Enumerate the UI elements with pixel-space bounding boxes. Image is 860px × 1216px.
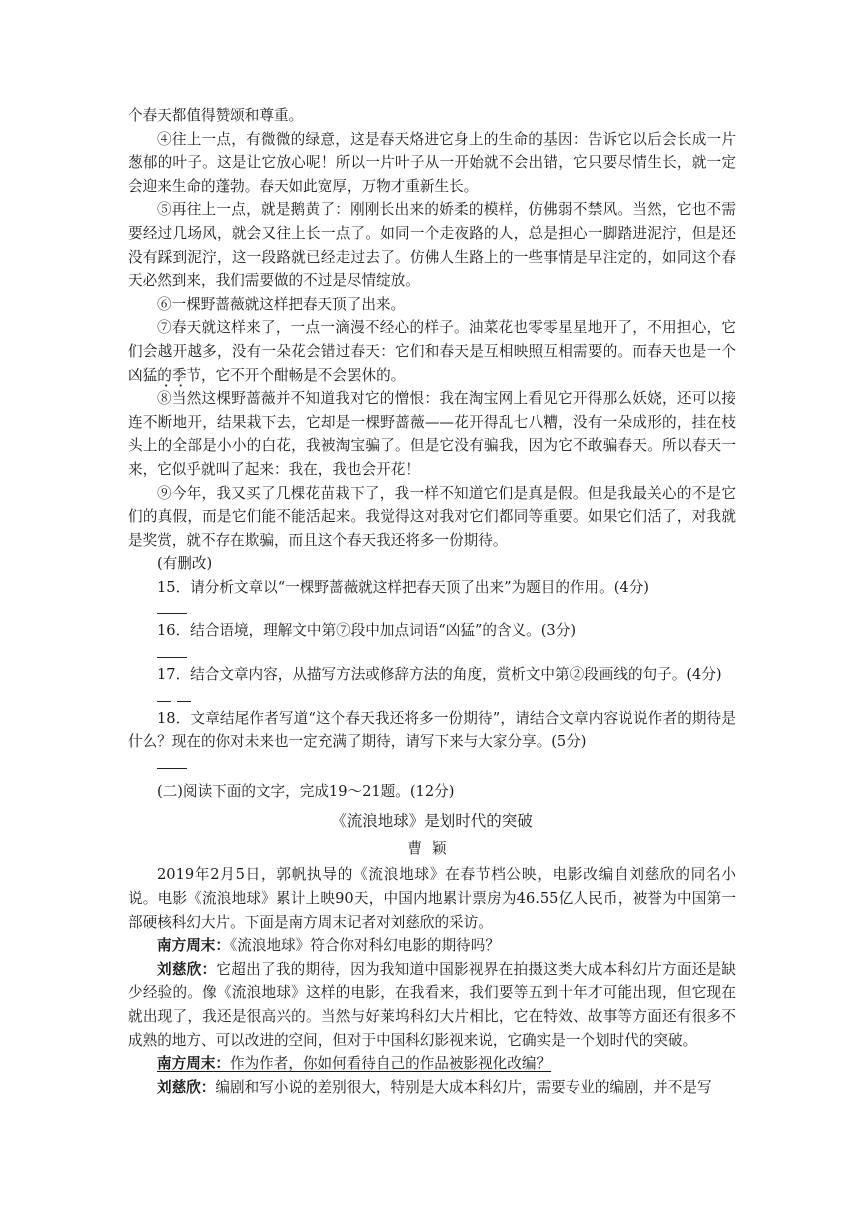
interview-question-1: 南方周末：《流浪地球》符合你对科幻电影的期待吗？ [157,937,500,955]
answer-line-18[interactable] [157,754,736,774]
speaker-label: 刘慈欣： [157,1078,216,1096]
answer-line-17[interactable] [157,687,736,707]
paragraph-8: ⑧当然这棵野蔷薇并不知道我对它的憎恨：我在淘宝网上看见它开得那么妖娆，还可以接连不断地开，结果栽下去，它却是一棵野蔷薇——花开得乱七八糟，没有一朵成形的，挂在枝头上的全部是小小的白花，我被淘宝骗了。但是它没有骗我，因为它不敢骗春天。所以春天一来，它似乎就叫了起来：我在，我也会开花！ [128,390,736,478]
speaker-label: 刘慈欣： [157,960,217,978]
emphasis-dot-char-1: 凶 · [128,367,143,384]
article-author: 曹颖 [407,840,457,858]
speaker-label: 南方周末： [157,1055,230,1073]
paragraph-intro: 个春天都值得赞颂和尊重。 [128,107,304,124]
interview-answer-1: 刘慈欣：它超出了我的期待，因为我知道中国影视界在拍摄这类大成本科幻片方面还是缺少经验的。像《流浪地球》这样的电影，在我看来，我们要等五到十年才可能出现，但它现在就出现了，我还是很高兴的。当然与好莱坞科幻大片相比，它在特效、故事等方面还有很多不成熟的地方、可以改进的空间，但对于中国科幻影视来说，它确实是一个划时代的突破。 [128,960,736,1049]
question-17: 17．结合文章内容，从描写方法或修辞方法的角度，赏析文中第②段画线的句子。(4分) [157,666,722,684]
paragraph-4: ④往上一点，有微微的绿意，这是春天烙进它身上的生命的基因：告诉它以后会长成一片葱郁的叶子。这是让它放心呢！所以一片叶子从一开始就不会出错，它只要尽情生长，就一定会迎来生命的蓬勃。春天如此宽厚，万物才重新生长。 [128,130,736,195]
question-18: 18．文章结尾作者写道“这个春天我还将多一份期待”，请结合文章内容说说作者的期待是什么？现在的你对未来也一定充满了期待，请写下来与大家分享。(5分) [128,709,736,751]
answer-line-15[interactable] [157,599,736,619]
paragraph-6: ⑥一棵野蔷薇就这样把春天顶了出来。 [157,295,406,313]
paragraph-7-text-a: ⑦春天就这样来了，一点一滴漫不经心的样子。油菜花也零零星星地开了，不用担心，它们会越开越多，没有一朵花会错过春天：它们和春天是互相映照互相需要的。而春天也是一个 [128,319,736,360]
answer-line-16[interactable] [157,643,736,663]
paragraph-9: ⑨今年，我又买了几棵花苗栽下了，我一样不知道它们是真是假。但是我最关心的不是它们的真假，而是它们能不能活起来。我觉得这对我对它们都同等重要。如果它们活了，对我就是奖赏，就不存在欺骗，而且这个春天我还将多一份期待。 [128,484,736,549]
question-15: 15．请分析文章以“一棵野蔷薇就这样把春天顶了出来”为题目的作用。(4分) [157,578,649,596]
interview-answer-2: 刘慈欣：编剧和写小说的差别很大，特别是大成本科幻片，需要专业的编剧，并不是写 [157,1078,712,1096]
speaker-label: 南方周末： [157,937,230,955]
article-intro: 2019年2月5日，郭帆执导的《流浪地球》在春节档公映，电影改编自刘慈欣的同名小说。电影《流浪地球》累计上映90天，中国内地累计票房为46.55亿人民币，被誉为中国第一部硬核科幻大片。下面是南方周末记者对刘慈欣的采访。 [128,866,736,931]
paragraph-5: ⑤再往上一点，就是鹅黄了：刚刚长出来的娇柔的模样，仿佛弱不禁风。当然，它也不需要经过几场风，就会又往上长一点了。如同一个走夜路的人，总是担心一脚踏进泥泞，但是还没有踩到泥泞，这一段路就已经走过去了。仿佛人生路上的一些事情是早注定的，如同这个春天必然到来，我们需要做的不过是尽情绽放。 [128,201,736,290]
source-note: (有删改) [157,555,213,573]
document-page [128,104,736,1099]
question-16: 16．结合语境，理解文中第⑦段中加点词语“凶猛”的含义。(3分) [157,622,577,640]
section-2-heading: (二)阅读下面的文字，完成19～21题。(12分) [157,782,455,800]
paragraph-7-text-b: 的季节，它不开个酣畅是不会罢休的。 [157,366,406,384]
emphasis-dot-char-2: 猛 · [143,367,158,384]
article-title: 《流浪地球》是划时代的突破 [331,812,533,831]
interview-question-2: 南方周末：作为作者，你如何看待自己的作品被影视化改编？ [157,1055,552,1073]
paragraph-7 [128,316,736,387]
